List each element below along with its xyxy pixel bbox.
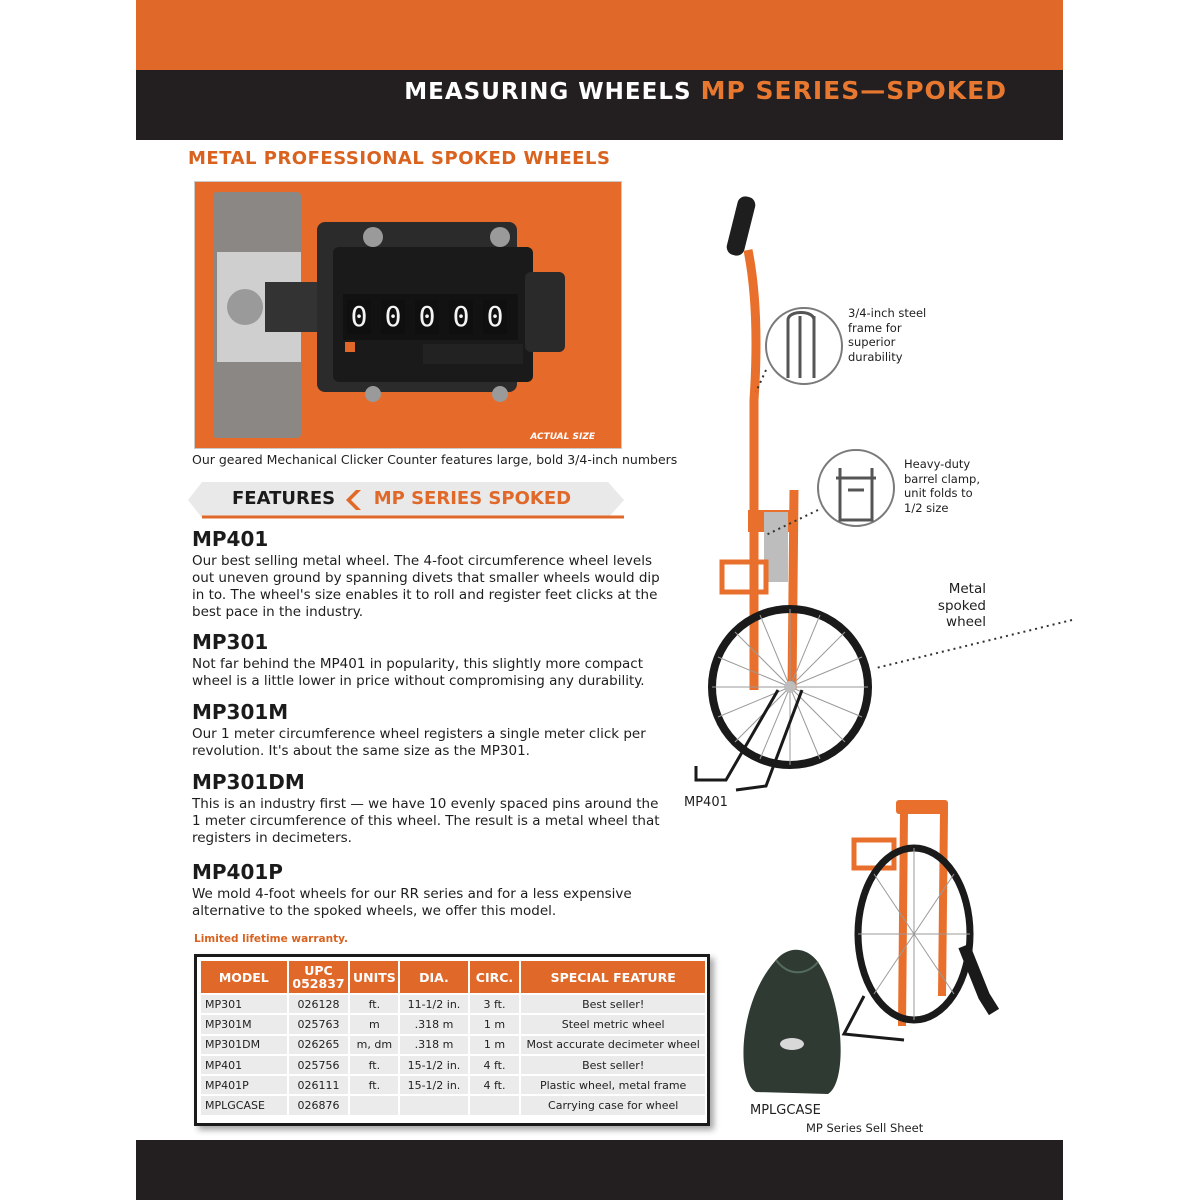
table-cell: 4 ft. <box>470 1076 520 1094</box>
table-cell: 026265 <box>289 1036 349 1054</box>
actual-size-badge: ACTUAL SIZE <box>530 432 595 442</box>
spoked-wheel-callout: Metal spoked wheel <box>937 581 986 630</box>
counter-digit: 0 <box>449 300 473 334</box>
table-cell: MPLGCASE <box>201 1096 287 1114</box>
model-description: Our 1 meter circumference wheel registers a single meter click per revolution. It's about the same size as the MP301. <box>192 726 646 759</box>
table-cell: 3 ft. <box>470 995 520 1013</box>
table-cell <box>470 1096 520 1114</box>
table-cell: MP301 <box>201 995 287 1013</box>
mp401-label: MP401 <box>684 795 728 810</box>
table-cell: 1 m <box>470 1036 520 1054</box>
table-cell <box>350 1096 398 1114</box>
model-heading: MP401 <box>192 527 269 551</box>
column-header: UPC 052837 <box>289 961 349 993</box>
carrying-case-illustration <box>736 942 848 1102</box>
counter-digit: 0 <box>381 300 405 334</box>
table-cell: 15-1/2 in. <box>400 1076 467 1094</box>
table-cell: 11-1/2 in. <box>400 995 467 1013</box>
barrel-clamp-detail <box>818 450 894 526</box>
table-cell: Best seller! <box>521 1056 705 1074</box>
table-cell: ft. <box>350 1056 398 1074</box>
counter-digit: 0 <box>347 300 371 334</box>
table-cell: Most accurate decimeter wheel <box>521 1036 705 1054</box>
column-header: MODEL <box>201 961 287 993</box>
table-cell: 026128 <box>289 995 349 1013</box>
features-banner-text <box>232 488 571 509</box>
table-row <box>201 1056 705 1074</box>
table-cell: ft. <box>350 995 398 1013</box>
features-banner <box>188 482 624 518</box>
model-heading: MP301 <box>192 630 269 654</box>
model-description: Not far behind the MP401 in popularity, this slightly more compact wheel is a little lower in price without compromising any durability. <box>192 656 645 689</box>
features-label: FEATURES <box>232 488 336 509</box>
steel-frame-callout: 3/4-inch steel frame for superior durability <box>848 306 927 364</box>
table-row <box>201 995 705 1013</box>
column-header: DIA. <box>400 961 467 993</box>
section-title: METAL PROFESSIONAL SPOKED WHEELS <box>188 148 611 169</box>
table-cell: Plastic wheel, metal frame <box>521 1076 705 1094</box>
table-cell: ft. <box>350 1076 398 1094</box>
table-cell: 026876 <box>289 1096 349 1114</box>
steel-frame-detail <box>766 308 842 384</box>
header-title-orange: MP SERIES—SPOKED <box>700 76 1007 105</box>
sell-sheet-label: MP Series Sell Sheet <box>806 1121 924 1135</box>
counter-digit: 0 <box>415 300 439 334</box>
table-cell: 025763 <box>289 1015 349 1033</box>
spec-table <box>199 959 707 1117</box>
table-cell: m, dm <box>350 1036 398 1054</box>
warranty-note: Limited lifetime warranty. <box>194 933 348 945</box>
table-cell: Carrying case for wheel <box>521 1096 705 1114</box>
table-cell: MP401 <box>201 1056 287 1074</box>
spec-table-frame <box>194 954 710 1126</box>
table-row <box>201 1076 705 1094</box>
table-cell: 026111 <box>289 1076 349 1094</box>
features-series-label: MP SERIES SPOKED <box>373 488 572 509</box>
column-header: UNITS <box>350 961 398 993</box>
table-row <box>201 1036 705 1054</box>
table-cell: 15-1/2 in. <box>400 1056 467 1074</box>
table-cell: m <box>350 1015 398 1033</box>
sell-sheet-page <box>136 0 1063 1200</box>
table-cell: .318 m <box>400 1036 467 1054</box>
table-row <box>201 1096 705 1114</box>
table-cell: 025756 <box>289 1056 349 1074</box>
table-cell: 1 m <box>470 1015 520 1033</box>
counter-photo <box>194 181 622 449</box>
model-description: This is an industry first — we have 10 evenly spaced pins around the 1 meter circumference of this wheel. The result is a metal wheel that registers in decimeters. <box>192 796 660 846</box>
table-header-row <box>201 961 705 993</box>
model-description: We mold 4-foot wheels for our RR series and for a less expensive alternative to the spoked wheels, we offer this model. <box>192 886 632 919</box>
counter-digits <box>347 300 507 334</box>
header-title-white: MEASURING WHEELS <box>404 79 692 105</box>
table-cell: MP301DM <box>201 1036 287 1054</box>
table-cell: MP401P <box>201 1076 287 1094</box>
model-heading: MP301M <box>192 700 289 724</box>
top-orange-band <box>136 0 1063 70</box>
column-header: CIRC. <box>470 961 520 993</box>
table-cell <box>400 1096 467 1114</box>
table-row <box>201 1015 705 1033</box>
table-cell: MP301M <box>201 1015 287 1033</box>
footer-bar <box>136 1140 1063 1200</box>
model-heading: MP401P <box>192 860 283 884</box>
table-cell: Steel metric wheel <box>521 1015 705 1033</box>
table-cell: 4 ft. <box>470 1056 520 1074</box>
folded-wheel-illustration <box>844 796 1024 1046</box>
counter-digit: 0 <box>483 300 507 334</box>
model-heading: MP301DM <box>192 770 305 794</box>
table-cell: Best seller! <box>521 995 705 1013</box>
case-label: MPLGCASE <box>750 1103 821 1118</box>
barrel-clamp-callout: Heavy-duty barrel clamp, unit folds to 1/2 size <box>904 457 980 515</box>
table-cell: .318 m <box>400 1015 467 1033</box>
model-description: Our best selling metal wheel. The 4-foot circumference wheel levels out uneven ground by spanning divets that smaller wheels would dip in to. The wheel's size enables it to roll and register feet clicks at the best pace in the industry. <box>192 553 660 620</box>
column-header: SPECIAL FEATURE <box>521 961 705 993</box>
photo-caption: Our geared Mechanical Clicker Counter features large, bold 3/4-inch numbers <box>192 452 678 467</box>
page-header-title <box>404 76 1007 105</box>
